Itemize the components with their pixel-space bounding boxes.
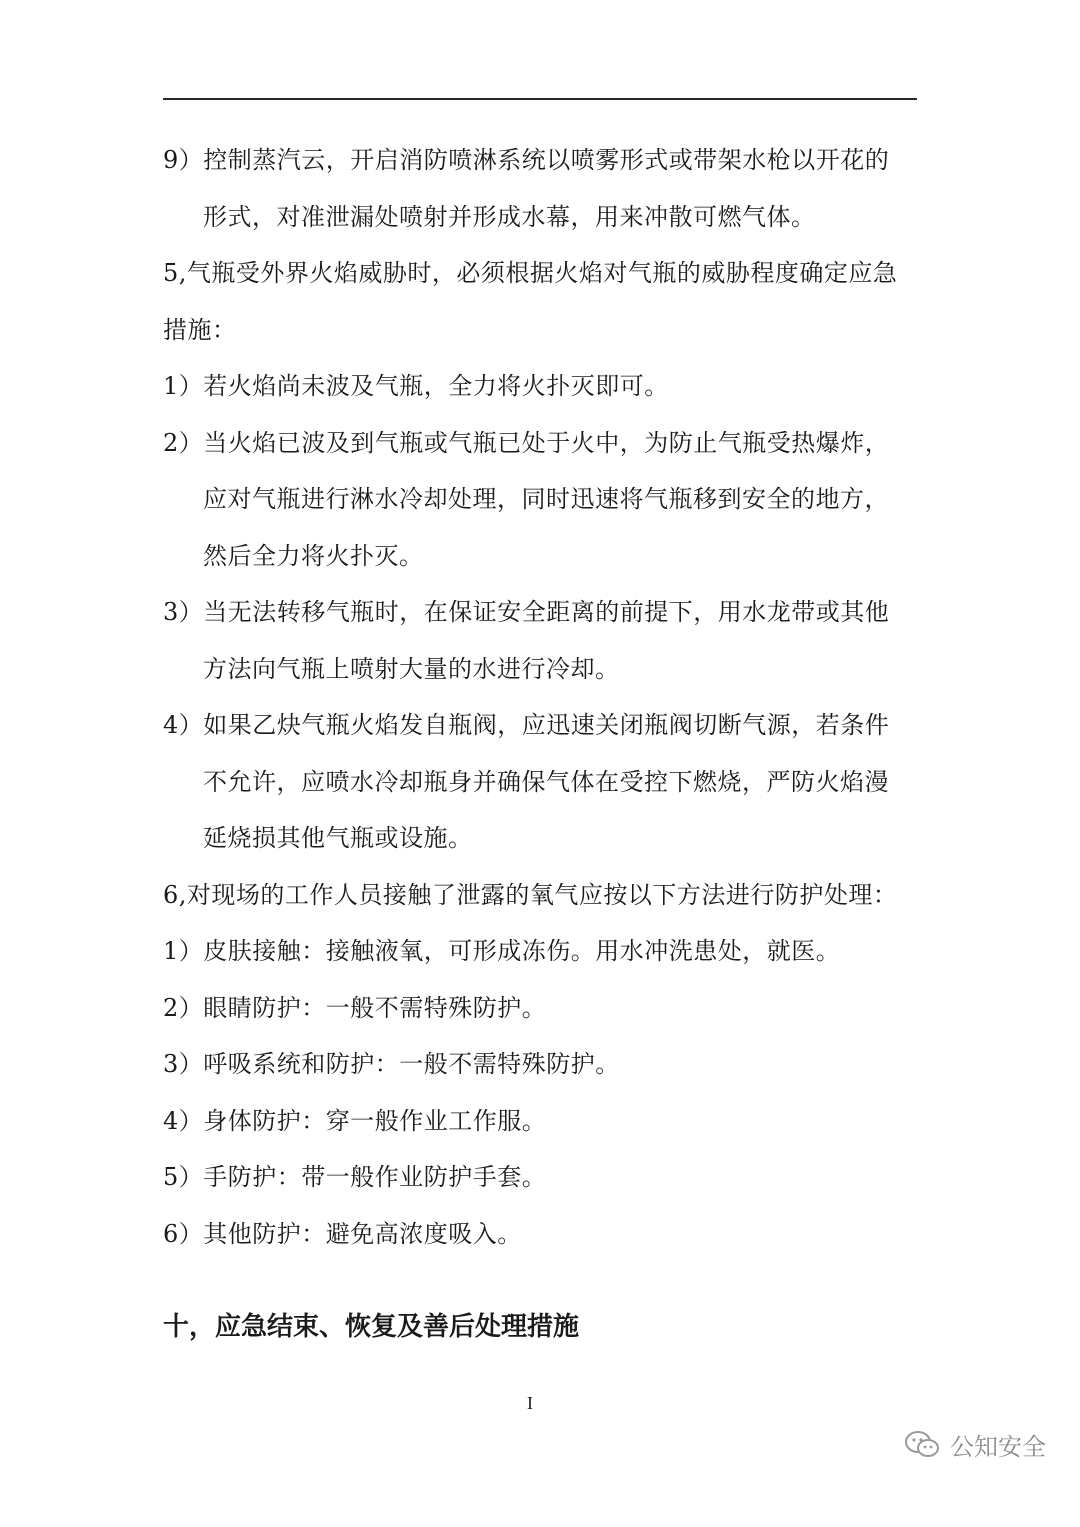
text-line-13: 延烧损其他气瓶或设施。	[203, 824, 473, 852]
text-line-18: 4）身体防护：穿一般作业工作服。	[163, 1106, 547, 1135]
text-line-11: 4）如果乙炔气瓶火焰发自瓶阀，应迅速关闭瓶阀切断气源，若条件	[163, 711, 890, 739]
section-title: 十，应急结束、恢复及善后处理措施	[163, 1312, 580, 1342]
text-line-6: 2）当火焰已波及到气瓶或气瓶已处于火中，为防止气瓶受热爆炸，	[163, 428, 890, 457]
text-line-8: 然后全力将火扑灭。	[203, 541, 424, 570]
text-line-10: 方法向气瓶上喷射大量的水进行冷却。	[203, 654, 620, 683]
document-body	[163, 138, 923, 1268]
text-line-7: 应对气瓶进行淋水冷却处理，同时迅速将气瓶移到安全的地方，	[203, 485, 889, 513]
watermark-text: 公知安全	[950, 1433, 1046, 1461]
text-line-16: 2）眼睛防护：一般不需特殊防护。	[163, 993, 547, 1022]
wechat-icon	[904, 1430, 940, 1460]
watermark	[904, 1427, 1046, 1462]
text-line-5: 1）若火焰尚未波及气瓶，全力将火扑灭即可。	[163, 372, 669, 400]
text-line-19: 5）手防护：带一般作业防护手套。	[163, 1163, 547, 1191]
header-rule	[163, 98, 917, 100]
text-line-9: 3）当无法转移气瓶时，在保证安全距离的前提下，用水龙带或其他	[163, 598, 890, 626]
text-line-12: 不允许，应喷水冷却瓶身并确保气体在受控下燃烧，严防火焰漫	[203, 767, 889, 796]
text-line-15: 1）皮肤接触：接触液氧，可形成冻伤。用水冲洗患处，就医。	[163, 937, 841, 965]
text-line-1: 9）控制蒸汽云，开启消防喷淋系统以喷雾形式或带架水枪以开花的	[163, 146, 890, 174]
text-line-3: 5,气瓶受外界火焰威胁时，必须根据火焰对气瓶的威胁程度确定应急	[163, 259, 898, 287]
text-line-4: 措施：	[163, 315, 237, 344]
text-line-20: 6）其他防护：避免高浓度吸入。	[163, 1219, 522, 1248]
text-line-17: 3）呼吸系统和防护：一般不需特殊防护。	[163, 1050, 620, 1078]
page-number: I	[527, 1393, 533, 1413]
text-line-2: 形式，对准泄漏处喷射并形成水幕，用来冲散可燃气体。	[203, 202, 816, 231]
text-line-14: 6,对现场的工作人员接触了泄露的氧气应按以下方法进行防护处理：	[163, 880, 898, 909]
